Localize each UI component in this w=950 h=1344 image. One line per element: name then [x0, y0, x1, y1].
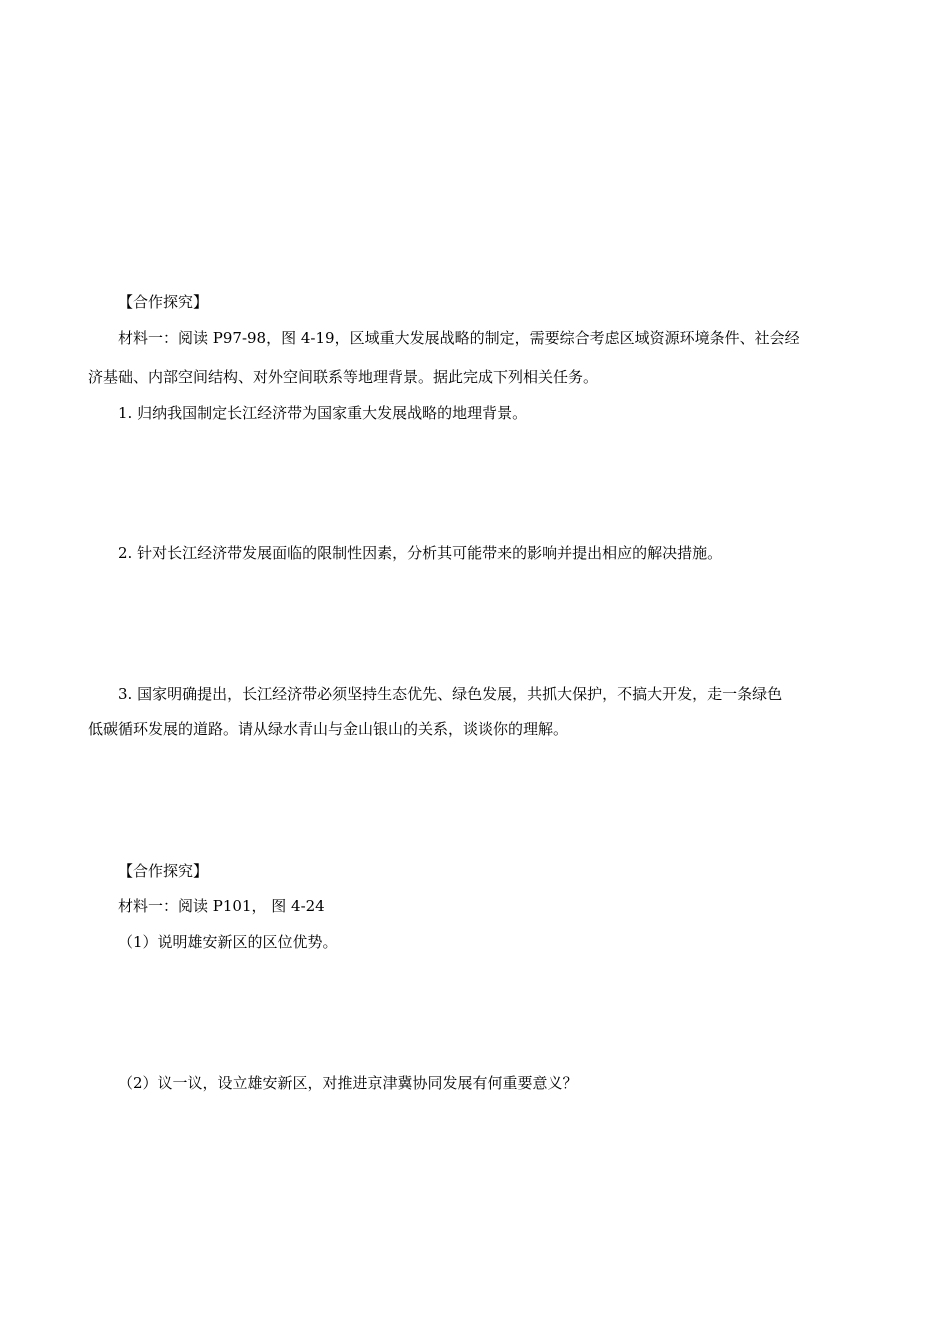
section-heading: 【合作探究】 [118, 862, 209, 880]
section-heading: 【合作探究】 [118, 293, 209, 311]
question-1: 1. 归纳我国制定长江经济带为国家重大发展战略的地理背景。 [118, 404, 528, 422]
question-3: 3. 国家明确提出，长江经济带必须坚持生态优先、绿色发展，共抓大保护，不搞大开发，走一条绿色 [118, 685, 783, 703]
material-text: 材料一：阅读 P101， 图 4-24 [118, 897, 325, 915]
material-text: 材料一：阅读 P97-98，图 4-19，区域重大发展战略的制定，需要综合考虑区域资源环境条件、社会经 [118, 329, 800, 347]
question-3-continued: 低碳循环发展的道路。请从绿水青山与金山银山的关系，谈谈你的理解。 [88, 720, 569, 738]
question-1: （1）说明雄安新区的区位优势。 [118, 933, 338, 951]
question-2: （2）议一议，设立雄安新区，对推进京津冀协同发展有何重要意义？ [118, 1074, 578, 1092]
material-text-continued: 济基础、内部空间结构、对外空间联系等地理背景。据此完成下列相关任务。 [88, 368, 599, 386]
question-2: 2. 针对长江经济带发展面临的限制性因素，分析其可能带来的影响并提出相应的解决措施。 [118, 544, 723, 562]
